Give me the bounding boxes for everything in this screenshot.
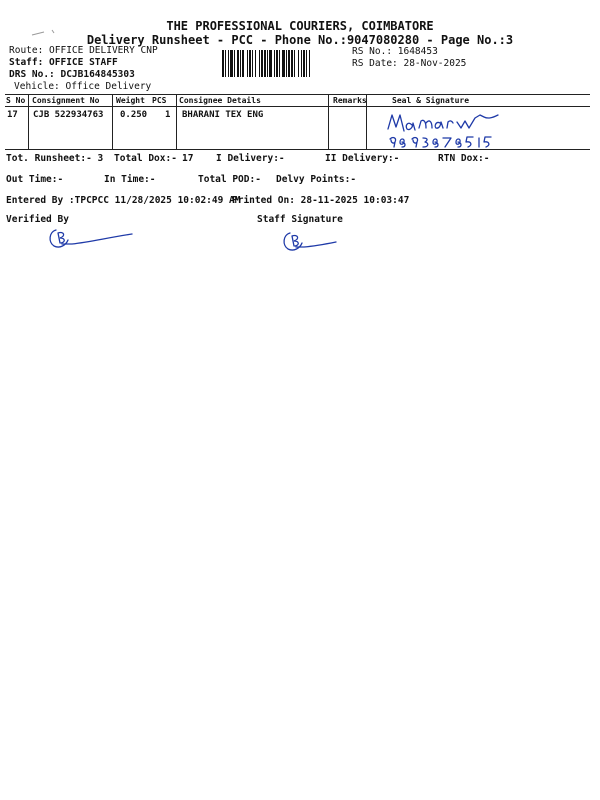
runsheet-subtitle: Delivery Runsheet - PCC - Phone No.:9047080280 - Page No.:3 — [86, 33, 514, 47]
i-delivery: I Delivery:- — [216, 153, 285, 164]
vehicle-text: Vehicle: Office Delivery — [14, 81, 152, 92]
row-weight: 0.250 — [120, 110, 148, 120]
total-pod: Total POD:- — [198, 174, 261, 185]
row-sno: 17 — [7, 110, 18, 120]
header-remarks: Remarks — [333, 96, 367, 105]
out-time: Out Time:- — [6, 174, 64, 185]
row-consignee: BHARANI TEX ENG — [182, 110, 264, 120]
col-divider — [28, 94, 29, 149]
tot-runsheet: Tot. Runsheet:- 3 — [6, 153, 104, 164]
route-text: Route: OFFICE DELIVERY CNP — [9, 45, 158, 56]
table-header-rule — [5, 106, 590, 107]
drs-number: DRS No.: DCJB164845303 — [9, 69, 135, 80]
rs-date: RS Date: 28-Nov-2025 — [352, 58, 467, 69]
header-pcs: PCS — [152, 96, 167, 105]
receiver-signature — [382, 109, 512, 154]
col-divider — [176, 94, 177, 149]
header-consignee: Consignee Details — [179, 96, 261, 105]
verified-by-label: Verified By — [6, 214, 69, 225]
ii-delivery: II Delivery:- — [325, 153, 400, 164]
header-weight: Weight — [116, 96, 145, 105]
col-divider — [112, 94, 113, 149]
total-dox-label: Total Dox:- — [114, 153, 177, 164]
row-pcs: 1 — [165, 110, 171, 120]
staff-text: Staff: OFFICE STAFF — [9, 57, 118, 68]
barcode — [222, 50, 347, 77]
delvy-points: Delvy Points:- — [276, 174, 357, 185]
printed-on: Printed On: 28-11-2025 10:03:47 — [232, 195, 410, 206]
company-title: THE PROFESSIONAL COURIERS, COIMBATORE — [166, 19, 434, 33]
row-consignment: CJB 522934763 — [33, 110, 104, 120]
entered-by: Entered By :TPCPCC 11/28/2025 10:02:49 AM — [6, 195, 241, 206]
verifier-signature — [46, 226, 136, 250]
table-top-rule — [5, 94, 590, 95]
col-divider — [328, 94, 329, 149]
in-time: In Time:- — [104, 174, 156, 185]
total-dox-value: 17 — [182, 153, 194, 164]
rs-number: RS No.: 1648453 — [352, 46, 438, 57]
staff-signature-label: Staff Signature — [257, 214, 343, 225]
header-sno: S No — [6, 96, 26, 105]
staff-signature — [280, 229, 342, 253]
header-seal-signature: Seal & Signature — [392, 96, 470, 105]
rtn-dox: RTN Dox:- — [438, 153, 490, 164]
header-consignment: Consignment No — [32, 96, 100, 105]
